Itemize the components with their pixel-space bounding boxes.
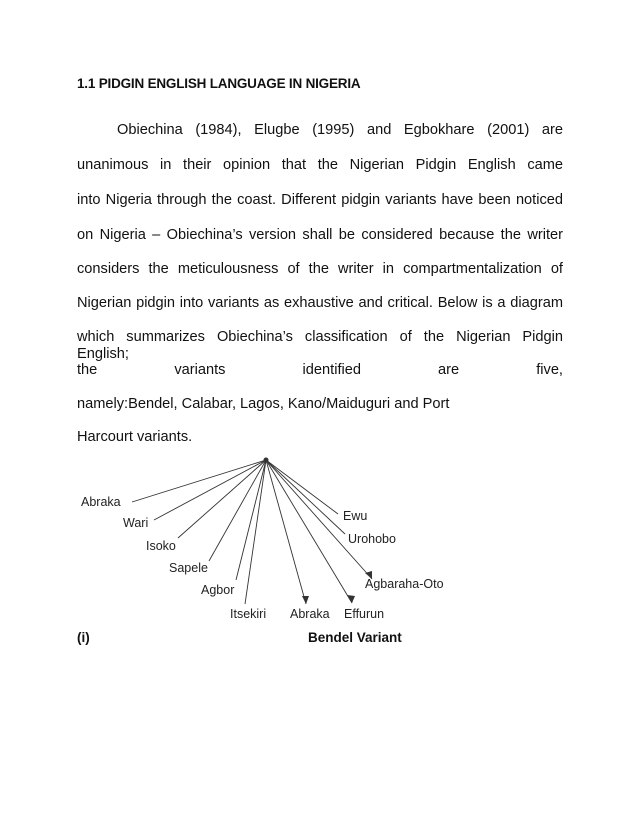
diagram-origin-node: [264, 458, 269, 463]
label-agbaraha-oto: Agbaraha-Oto: [365, 577, 444, 591]
diagram-arrowheads: [264, 458, 373, 605]
paragraph-line-9: namely:Bendel, Calabar, Lagos, Kano/Maiduguri and Port: [77, 396, 450, 412]
bendel-variant-diagram: [0, 446, 638, 626]
label-ewu: Ewu: [343, 509, 368, 523]
paragraph-line-6: Nigerian pidgin into variants as exhaustive and critical. Below is a diagram: [77, 295, 563, 311]
paragraph-line-5: considers the meticulousness of the writer in compartmentalization of: [77, 261, 563, 277]
diagram-lines: [132, 460, 372, 604]
label-abraka-left: Abraka: [81, 495, 121, 509]
paragraph-line-3: into Nigeria through the coast. Different pidgin variants have been noticed: [77, 192, 563, 208]
label-effurun: Effurun: [344, 607, 385, 621]
paragraph-line-7: which summarizes Obiechina’s classification of the Nigerian Pidgin English;: [77, 329, 563, 362]
paragraph-line-1: Obiechina (1984), Elugbe (1995) and Egbokhare (2001) are: [117, 122, 563, 138]
label-sapele: Sapele: [169, 561, 208, 575]
caption-number: (i): [77, 630, 90, 645]
paragraph-line-10: Harcourt variants.: [77, 429, 193, 445]
label-wari: Wari: [123, 516, 149, 530]
label-agbor: Agbor: [201, 583, 235, 597]
label-itsekiri: Itsekiri: [230, 607, 267, 621]
line-effurun: [266, 460, 352, 603]
diagram-labels: [81, 495, 444, 621]
paragraph-line-4: on Nigeria – Obiechina’s version shall be considered because the writer: [77, 227, 563, 243]
line-urohobo: [266, 460, 345, 534]
line-abraka-right: [266, 460, 306, 604]
paragraph-line-2: unanimous in their opinion that the Nigerian Pidgin English came: [77, 157, 563, 173]
arrowhead-abraka-right: [302, 596, 309, 604]
caption-title: Bendel Variant: [308, 630, 402, 645]
label-urohobo: Urohobo: [348, 532, 396, 546]
label-abraka-right: Abraka: [290, 607, 330, 621]
line-ewu: [266, 460, 338, 514]
paragraph-line-8: the variants identified are five,: [77, 362, 563, 378]
line-isoko: [178, 460, 266, 538]
section-heading: 1.1 PIDGIN ENGLISH LANGUAGE IN NIGERIA: [77, 76, 361, 91]
label-isoko: Isoko: [146, 539, 176, 553]
